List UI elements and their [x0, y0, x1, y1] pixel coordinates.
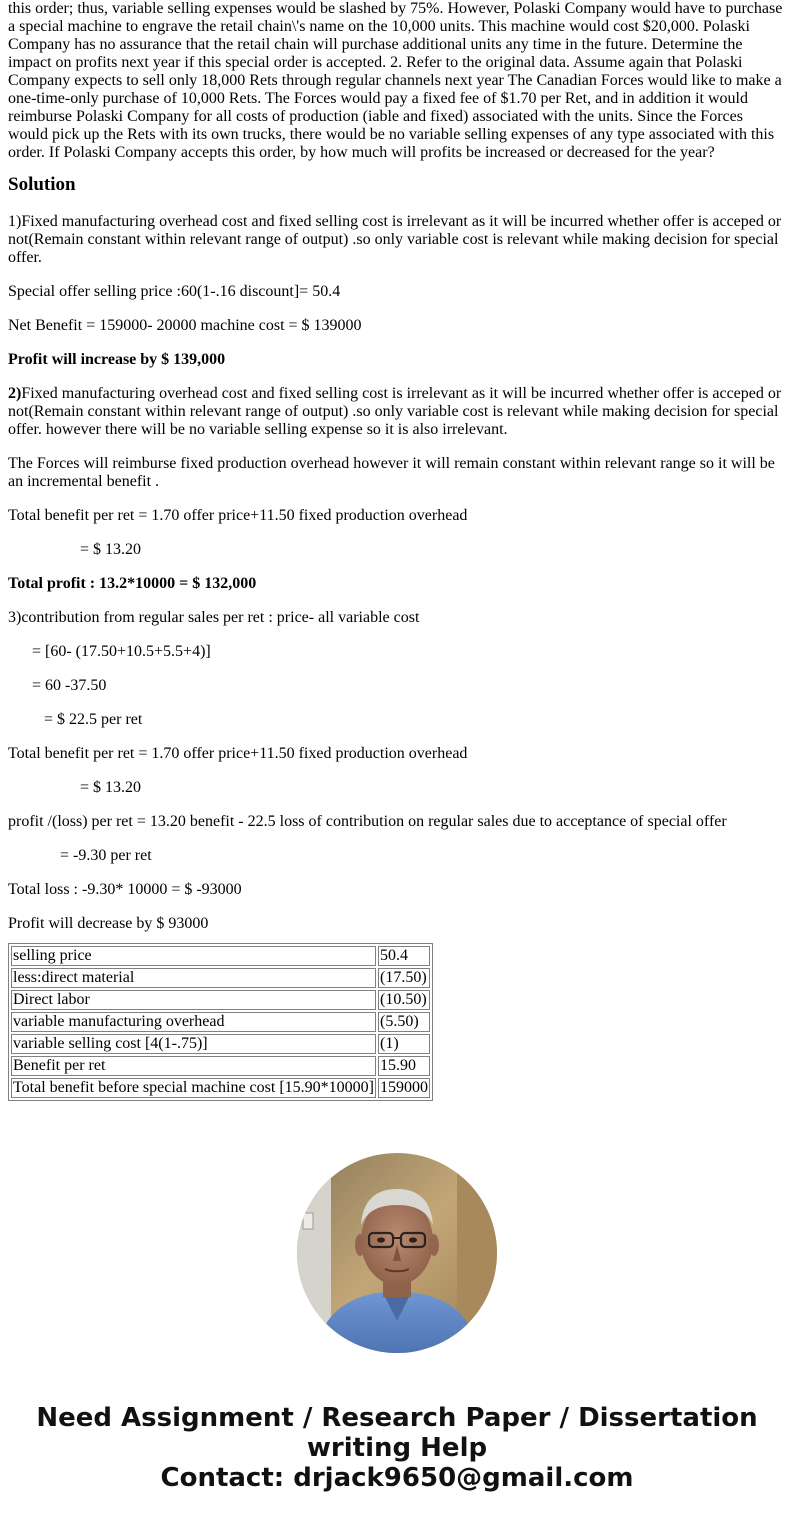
- table-cell-label: Direct labor: [11, 990, 376, 1010]
- author-portrait-icon: [297, 1153, 497, 1353]
- part2-total-benefit: Total benefit per ret = 1.70 offer price+11.50 fixed production overhead: [8, 507, 468, 524]
- table-row: [11, 968, 430, 988]
- part1-special-price: Special offer selling price :60(1-.16 discount]= 50.4: [8, 283, 341, 300]
- table-cell-label: Benefit per ret: [11, 1056, 376, 1076]
- footer-line-1: Need Assignment / Research Paper / Dissertation: [36, 1403, 758, 1433]
- part1-explanation: 1)Fixed manufacturing overhead cost and fixed selling cost is irrelevant as it will be incurred whether offer is acceped or not(Remain constant within relevant range of output) .so only variable cost is relevant while making decision for special offer.: [8, 213, 782, 266]
- table-row: [11, 1012, 430, 1032]
- part3-total-benefit: Total benefit per ret = 1.70 offer price+11.50 fixed production overhead: [8, 745, 468, 762]
- part3-profit-loss-value: = -9.30 per ret: [60, 847, 152, 864]
- table-cell-value: (10.50): [378, 990, 430, 1010]
- part2-explanation: [8, 385, 786, 439]
- table-cell-label: variable selling cost [4(1-.75)]: [11, 1034, 376, 1054]
- part3-step2: = 60 -37.50: [32, 677, 107, 694]
- table-cell-value: (17.50): [378, 968, 430, 988]
- footer-contact-email: Contact: drjack9650@gmail.com: [160, 1463, 634, 1493]
- table-cell-value: 50.4: [378, 946, 430, 966]
- table-cell-value: (5.50): [378, 1012, 430, 1032]
- part1-net-benefit: Net Benefit = 159000- 20000 machine cost = $ 139000: [8, 317, 362, 334]
- benefit-table: [8, 943, 433, 1101]
- part3-step3: = $ 22.5 per ret: [44, 711, 143, 728]
- part2-total-profit: Total profit : 13.2*10000 = $ 132,000: [8, 575, 257, 592]
- contact-footer: [0, 1403, 794, 1493]
- part3-contribution: 3)contribution from regular sales per ret : price- all variable cost: [8, 609, 420, 626]
- footer-line-2: writing Help: [306, 1433, 488, 1463]
- part2-marker: 2): [8, 385, 22, 402]
- table-cell-label: variable manufacturing overhead: [11, 1012, 376, 1032]
- table-cell-value: 159000: [379, 1079, 428, 1096]
- table-cell-label: Total benefit before special machine cost [15.90*10000]: [13, 1079, 374, 1096]
- table-row: [11, 1078, 430, 1098]
- table-row: [11, 1034, 430, 1054]
- part3-step1: = [60- (17.50+10.5+5.5+4)]: [32, 643, 211, 660]
- part1-conclusion: Profit will increase by $ 139,000: [8, 351, 226, 368]
- question-text: this order; thus, variable selling expenses would be slashed by 75%. However, Polaski Company would have to purchase a special machine to engrave the retail chain\'s name on the 10,000 units. This machine would cost $20,000. Polaski Company has no assurance that the retail chain will purchase additional units any time in the future. Determine the impact on profits next year if this special order is accepted. 2. Refer to the original data. Assume again that Polaski Company expects to sell only 18,000 Rets through regular channels next year The Canadian Forces would like to make a one-time-only purchase of 10,000 Rets. The Forces would pay a fixed fee of $1.70 per Ret, and in addition it would reimburse Polaski Company for all costs of production (iable and fixed) associated with the units. Since the Forces would pick up the Rets with its own trucks, there would be no variable selling expenses of any type associated with this order. If Polaski Company accepts this order, by how much will profits be increased or decreased for the year?: [8, 0, 783, 161]
- solution-heading: Solution: [8, 174, 76, 195]
- part2-reimburse-note: The Forces will reimburse fixed production overhead however it will remain constant within relevant range so it will be an incremental benefit .: [8, 455, 775, 490]
- part2-total-benefit-value: = $ 13.20: [80, 541, 142, 558]
- table-cell-value: (1): [378, 1034, 430, 1054]
- author-avatar: [297, 1153, 497, 1353]
- table-cell-label: less:direct material: [11, 968, 376, 988]
- part2-explanation-text: Fixed manufacturing overhead cost and fixed selling cost is irrelevant as it will be incurred whether offer is acceped or not(Remain constant within relevant range of output) .so only variable cost is relevant while making decision for special offer. however there will be no variable selling expense so it is also irrelevant.: [8, 385, 782, 438]
- table-row: [11, 990, 430, 1010]
- table-cell-label: selling price: [11, 946, 376, 966]
- document-body: [8, 0, 786, 1101]
- part3-total-loss: Total loss : -9.30* 10000 = $ -93000: [8, 881, 242, 898]
- part3-total-benefit-value: = $ 13.20: [80, 779, 142, 796]
- table-row: [11, 1056, 430, 1076]
- part3-profit-loss: profit /(loss) per ret = 13.20 benefit - 22.5 loss of contribution on regular sales due to acceptance of special offer: [8, 813, 727, 830]
- table-cell-value: 15.90: [378, 1056, 430, 1076]
- table-row: [11, 946, 430, 966]
- part3-conclusion: Profit will decrease by $ 93000: [8, 915, 209, 932]
